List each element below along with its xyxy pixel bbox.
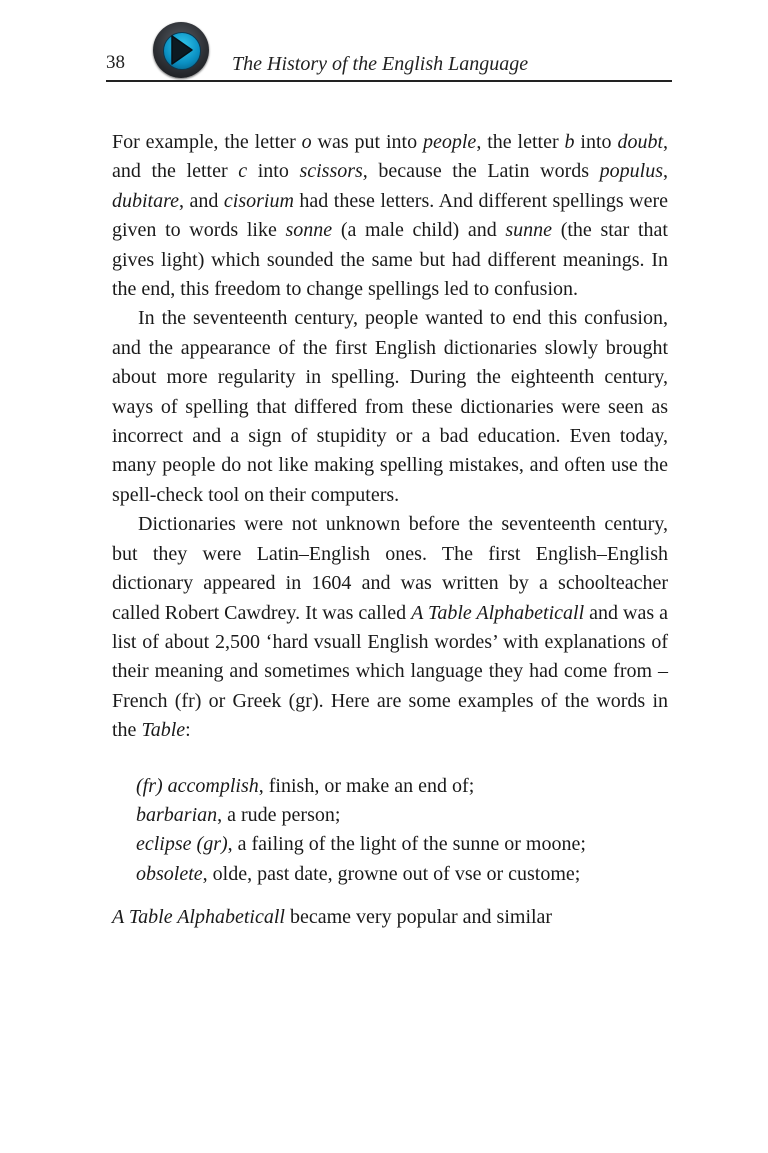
italic-title: A Table Alphabeticall bbox=[411, 601, 585, 624]
italic-word: b bbox=[564, 131, 575, 153]
text: had these letters. And different spellings were given to words like bbox=[112, 189, 668, 242]
text: , and the letter bbox=[112, 131, 668, 183]
italic-word: c bbox=[238, 160, 248, 183]
definition: , finish, or make an end of; bbox=[258, 774, 475, 797]
example-entry bbox=[136, 830, 668, 859]
headword: obsolete bbox=[136, 862, 203, 885]
paragraph-2: In the seventeenth century, people wanted to end this confusion, and the appearance of the first English dictionaries slowly brought about more regularity in spelling. During the eighteenth century, ways of spelling that differed from these dictionaries were seen as incorrect and a sign of stupidity or a bad education. Even today, many people do not like making spelling mistakes, and often use the spell-check tool on their computers. bbox=[112, 307, 668, 506]
italic-word: o bbox=[301, 131, 312, 153]
body-text bbox=[112, 128, 668, 933]
text: into bbox=[247, 160, 300, 183]
text: into bbox=[574, 131, 618, 153]
italic-word: cisorium bbox=[223, 189, 294, 212]
text: For example, the letter bbox=[112, 131, 302, 153]
italic-word: sunne bbox=[505, 219, 553, 242]
play-icon bbox=[166, 32, 196, 68]
italic-word: dubitare bbox=[112, 189, 180, 212]
headword: accomplish bbox=[167, 774, 259, 797]
text: was put into bbox=[311, 131, 423, 153]
dictionary-examples bbox=[136, 772, 668, 890]
text: (the star that gives light) which sounded the same but had different meanings. In the end, this freedom to change spellings led to confusion. bbox=[112, 219, 668, 301]
audio-play-button[interactable] bbox=[153, 22, 209, 78]
text: : bbox=[185, 719, 191, 742]
definition: , a rude person; bbox=[217, 803, 341, 826]
definition: , a failing of the light of the sunne or moone; bbox=[227, 833, 586, 856]
headword: eclipse (gr) bbox=[136, 833, 228, 856]
definition: , olde, past date, growne out of vse or custome; bbox=[202, 862, 581, 885]
text: became very popular and similar bbox=[284, 906, 553, 929]
text: (a male child) and bbox=[332, 219, 506, 242]
text: and was a list of about 2,500 ‘hard vsuall English wordes’ with explanations of their meaning and sometimes which language they had come from – French (fr) or Greek (gr). Here are some examples of the words in the bbox=[112, 601, 669, 742]
italic-title: A Table Alphabeticall bbox=[112, 906, 285, 929]
closing-paragraph bbox=[112, 903, 668, 932]
headword: barbarian bbox=[136, 803, 218, 826]
italic-word: sonne bbox=[285, 219, 333, 242]
running-title: The History of the English Language bbox=[232, 53, 529, 75]
italic-word: people bbox=[423, 131, 477, 153]
text: , bbox=[662, 160, 668, 183]
page-number: 38 bbox=[106, 52, 125, 73]
text: Dictionaries were not unknown before the seventeenth century, but they were Latin–English ones. The first English–English dictionary appeared in 1604 and was written by a schoolteacher called Robert Cawdrey. It was called bbox=[112, 513, 668, 624]
text: , and bbox=[179, 189, 224, 212]
italic-word: scissors, bbox=[299, 160, 368, 183]
italic-title: Table bbox=[141, 719, 186, 742]
example-entry bbox=[136, 772, 668, 801]
italic-word: populus bbox=[599, 160, 663, 183]
example-entry bbox=[136, 860, 668, 889]
text: , the letter bbox=[476, 131, 565, 153]
language-tag: (fr) bbox=[136, 774, 168, 797]
page-header bbox=[106, 22, 672, 82]
paragraph-3 bbox=[112, 510, 668, 745]
paragraph-1 bbox=[112, 128, 668, 304]
text: because the Latin words bbox=[367, 160, 600, 183]
example-entry bbox=[136, 801, 668, 830]
italic-word: doubt bbox=[617, 131, 663, 153]
